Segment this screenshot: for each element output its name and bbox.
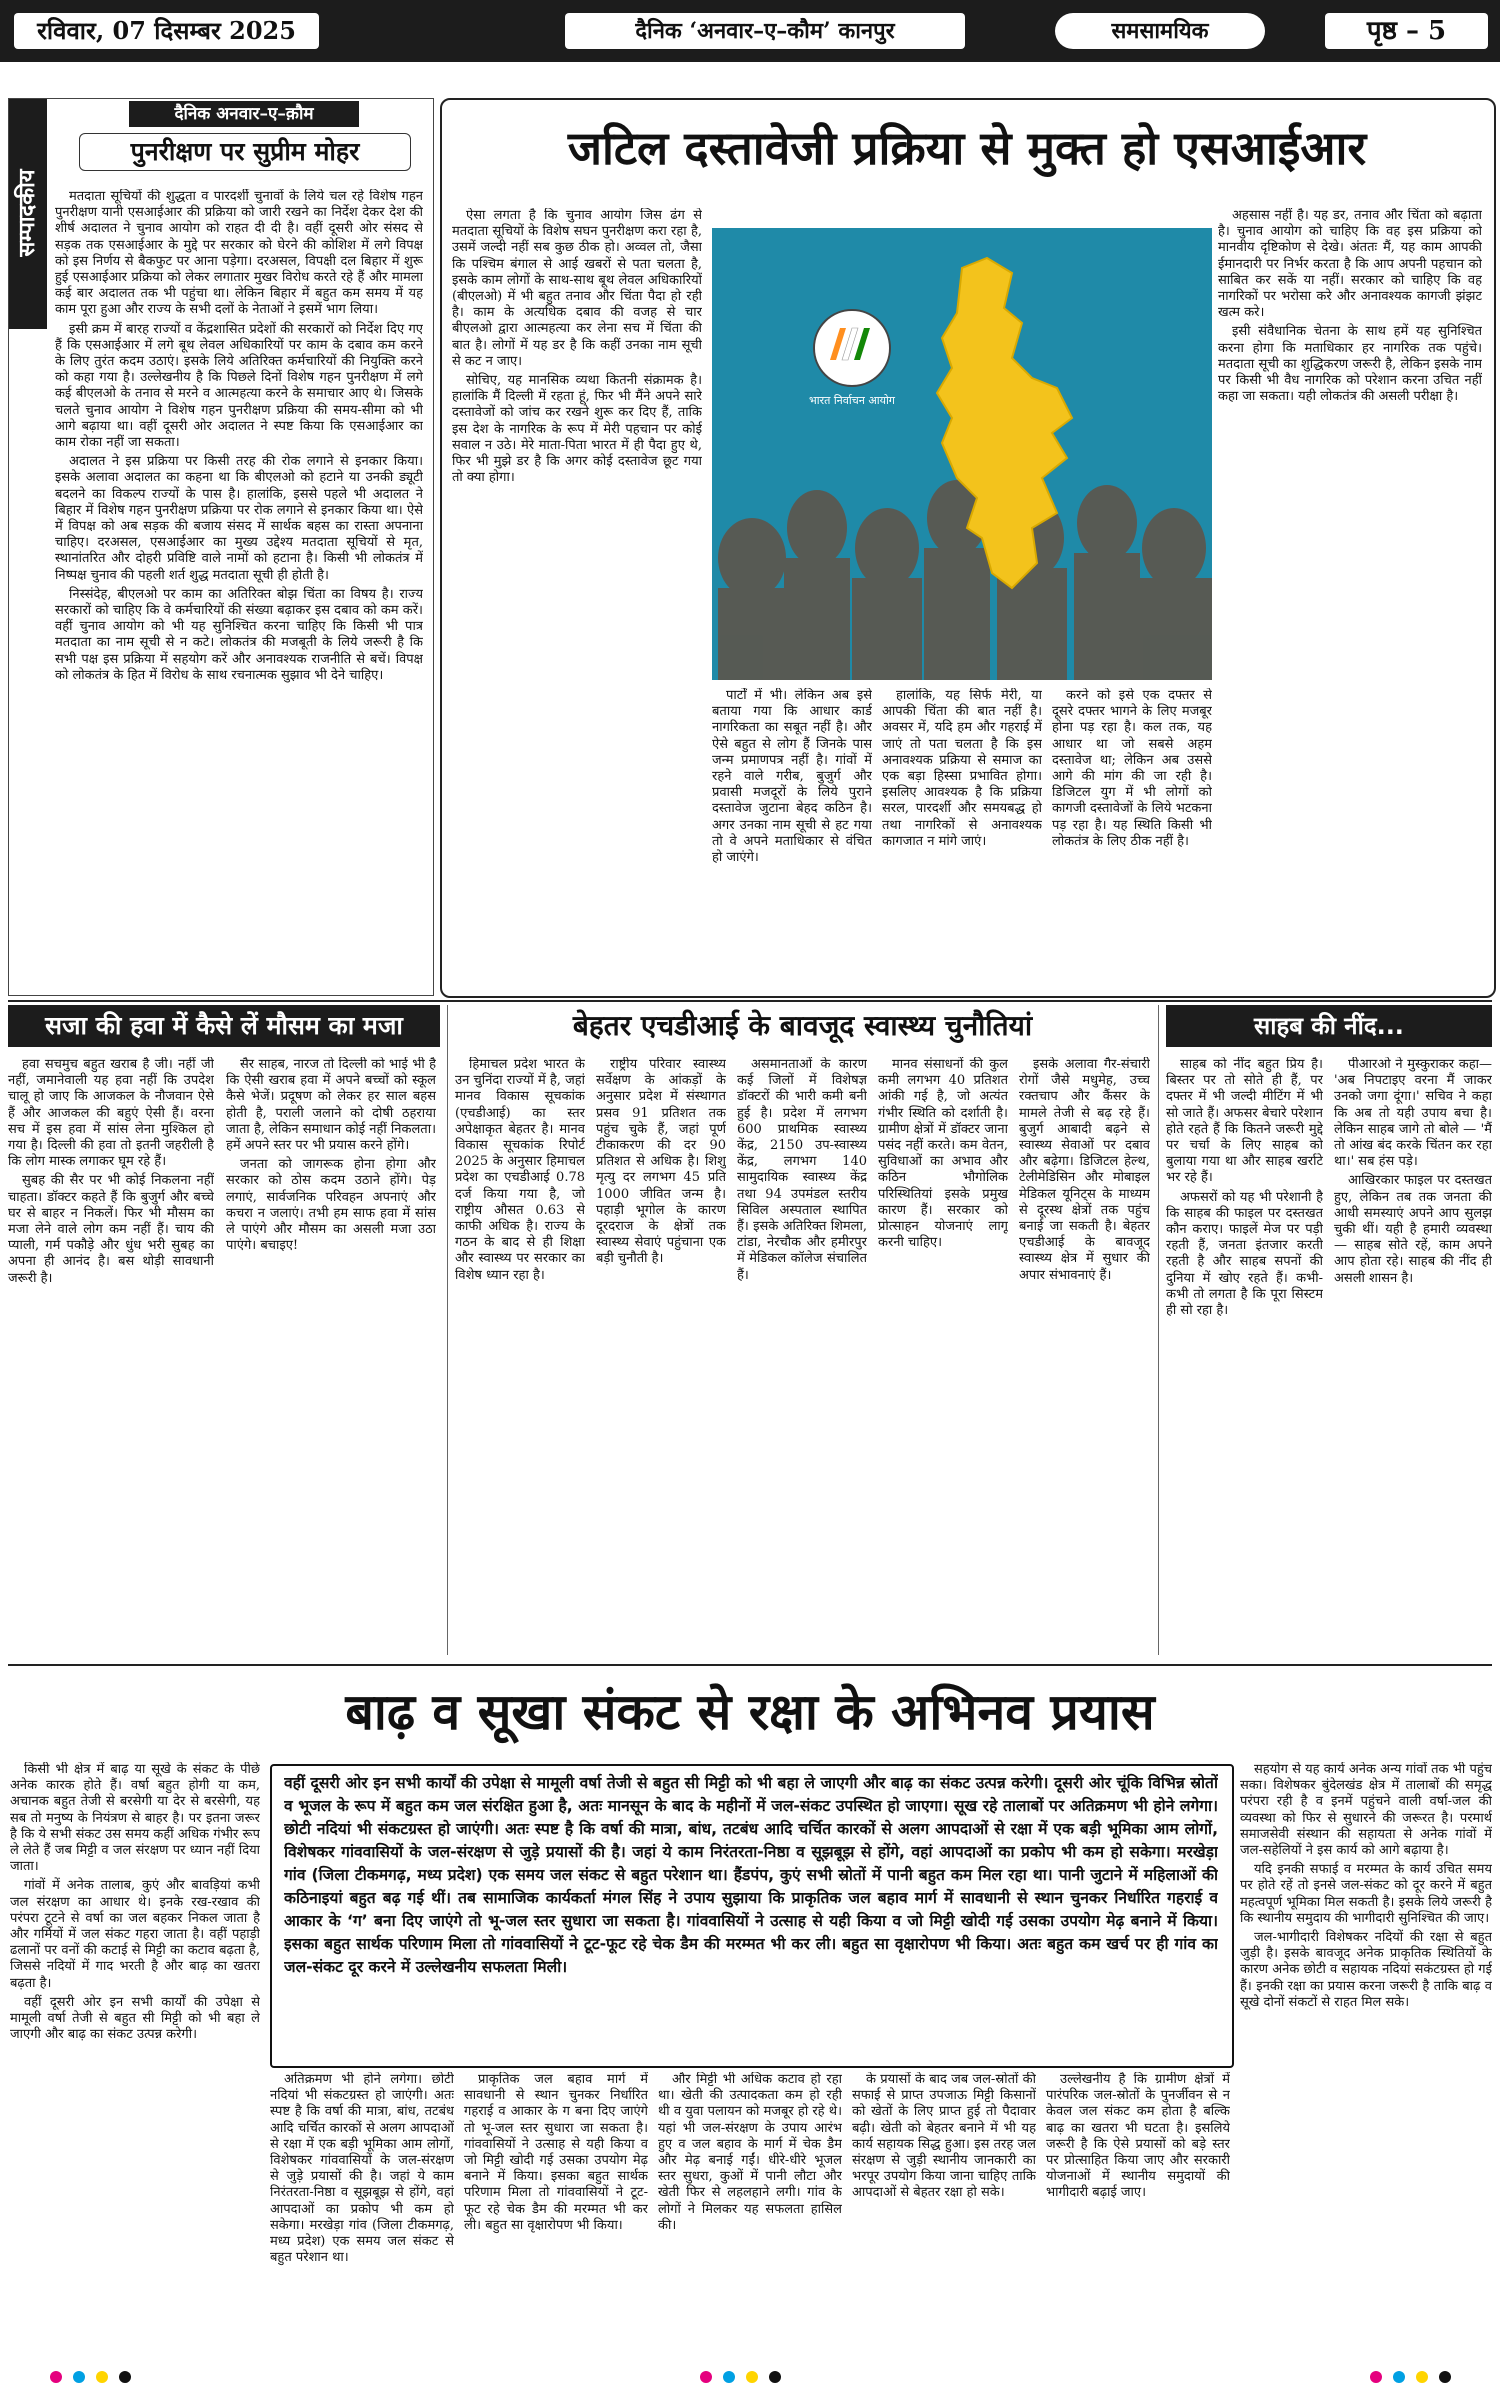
flood-bottom-col-5 <box>1046 2072 1230 2360</box>
editorial-body <box>55 189 423 989</box>
sahab-title: साहब की नींद... <box>1166 1005 1492 1047</box>
editorial-section <box>8 98 434 996</box>
paragraph: अहसास नहीं है। यह डर, तनाव और चिंता को बढ़ाता है। चुनाव आयोग को चाहिए कि वह इस प्रक्रिया को मानवीय दृष्टिकोण से देखे। अंततः मैं, यह काम आपकी ईमानदारी पर निर्भर करता है कि आप अपनी पहचान को साबित कर सकें या नहीं। सरकार को चाहिए कि वह नागरिकों पर भरोसा करे और अनावश्यक कागजी झंझट खत्म करे। <box>1218 208 1482 321</box>
paragraph: हालांकि, यह सिर्फ मेरी, या आपकी चिंता की बात नहीं है। अवसर में, यदि हम और गहराई में जाएं तो पता चलता है कि इस अनावश्यक प्रक्रिया से समाज का एक बड़ा हिस्सा प्रभावित होगा। इसलिए आवश्यक है कि प्रक्रिया सरल, पारदर्शी और समयबद्ध हो तथा नागरिकों से अनावश्यक कागजात न मांगे जाएं। <box>882 688 1042 849</box>
health-col-5 <box>1019 1057 1150 1657</box>
flood-right-col <box>1240 1762 1492 2360</box>
paragraph: इसी क्रम में बारह राज्यों व केंद्रशासित प्रदेशों की सरकारों को निर्देश दिए गए हैं कि एसआईआर में लगे बूथ लेवल अधिकारियों पर काम के दबाव कम करने के लिए तुरंत कदम उठाएं। इसके लिये अतिरिक्त कर्मचारियों की नियुक्ति करने को कहा गया है। उल्लेखनीय है कि पिछले दिनों विशेष गहन पुनरीक्षण में लगे कई बीएलओ के तनाव से मरने व आत्महत्या करने के समाचार आए थे। जिसके चलते चुनाव आयोग ने विशेष गहन पुनरीक्षण प्रक्रिया की समय-सीमा को भी आगे बढ़ाया था। वहीं दूसरी ओर अदालत ने स्पष्ट किया कि एसआईआर का काम रोका नहीं जा सकता। <box>55 321 423 451</box>
paragraph: गांवों में अनेक तालाब, कुएं और बावड़ियां कभी जल संरक्षण का आधार थे। इनके रख-रखाव की परंपरा टूटने से वर्षा का जल बहकर निकल जाता है और गर्मियों में जल संकट गहरा जाता है। वहीं पहाड़ी ढलानों पर वनों की कटाई से मिट्टी का कटाव बढ़ता है, जिससे नदियों में गाद भरती है और बाढ़ का खतरा बढ़ता है। <box>10 1878 260 1991</box>
paper-name: दैनिक ‘अनवार–ए–कौम’ कानपुर <box>565 13 965 49</box>
lead-article <box>440 98 1496 998</box>
flood-bottom-col-4 <box>852 2072 1036 2360</box>
eci-logo <box>814 310 890 386</box>
paragraph: जनता को जागरूक होना होगा और सरकार को ठोस कदम उठाने होंगे। पेड़ लगाएं, सार्वजनिक परिवहन अपनाएं और कचरा न जलाएं। तभी हम साफ हवा में सांस ले पाएंगे और मौसम का असली मजा उठा पाएंगे। बचाइए! <box>226 1157 436 1254</box>
flood-bottom-col-3 <box>658 2072 842 2360</box>
registration-dot <box>769 2371 781 2383</box>
editorial-kicker: दैनिक अनवार–ए–क़ौम <box>129 101 359 127</box>
registration-dot <box>96 2371 108 2383</box>
paragraph: हवा सचमुच बहुत खराब है जी। नहीं जी नहीं, जमानेवाली यह हवा नहीं कि उपदेश चालू हो जाए कि आजकल के नौजवान ऐसे हैं और आजकल की बहुएं ऐसी हैं। वरना सच में इस हवा में सांस लेना मुश्किल हो गया है। दिल्ली की हवा तो इतनी जहरीली है कि लोग मास्क लगाकर घूम रहे हैं। <box>8 1057 214 1170</box>
lead-col-3 <box>712 688 872 988</box>
registration-dot <box>723 2371 735 2383</box>
election-map-image <box>712 228 1212 680</box>
registration-dot <box>1439 2371 1451 2383</box>
health-title: बेहतर एचडीआई के बावजूद स्वास्थ्य चुनौतियां <box>572 1009 1033 1042</box>
registration-dot <box>1416 2371 1428 2383</box>
paragraph: यदि इनकी सफाई व मरम्मत के कार्य उचित समय पर होते रहें तो इनसे जल-संकट को दूर करने में बहुत महत्वपूर्ण भूमिका मिल सकती है। इसके लिये जरूरी है कि स्थानीय समुदाय की भागीदारी सुनिश्चित की जाए। <box>1240 1862 1492 1926</box>
paragraph: पीआरओ ने मुस्कुराकर कहा— 'अब निपटाइए वरना मैं जाकर उनको जगा दूंगा।' सचिव ने कहा कि अब तो यही उपाय बचा है। लेकिन साहब जागे तो बोले — 'मैं तो आंख बंद करके चिंतन कर रहा था।' सब हंस पड़े। <box>1334 1057 1492 1170</box>
sahab-col-2 <box>1334 1057 1492 1657</box>
paragraph: इसके अलावा गैर-संचारी रोगों जैसे मधुमेह, उच्च रक्तचाप और कैंसर के मामले तेजी से बढ़ रहे हैं। बुजुर्ग आबादी बढ़ने से स्वास्थ्य सेवाओं पर दबाव और बढ़ेगा। डिजिटल हेल्थ, टेलीमेडिसिन और मोबाइल मेडिकल यूनिट्स के माध्यम से दूरस्थ क्षेत्रों तक पहुंच बनाई जा सकती है। बेहतर एचडीआई के बावजूद स्वास्थ्य क्षेत्र में सुधार की अपार संभावनाएं हैं। <box>1019 1057 1150 1283</box>
divider <box>447 1005 448 1655</box>
paragraph: ऐसा लगता है कि चुनाव आयोग जिस ढंग से मतदाता सूचियों के विशेष सघन पुनरीक्षण करा रहा है, उसमें जल्दी नहीं सब कुछ ठीक हो। अव्वल तो, जैसा कि पश्चिम बंगाल से आई खबरों से पता चलता है, इसके काम लोगों के साथ-साथ बूथ लेवल अधिकारियों (बीएलओ) में भी बहुत तनाव और चिंता पैदा हो रही है। काम के अत्यधिक दबाव की वजह से चार बीएलओ द्वारा आत्महत्या कर लेना सच में चिंता की बात है। लोगों में यह डर है कि कहीं उनका नाम सूची से कट न जाए। <box>452 208 702 369</box>
paragraph: के प्रयासों के बाद जब जल-स्रोतों की सफाई से प्राप्त उपजाऊ मिट्टी किसानों को खेतों के लिए प्राप्त हुई तो पैदावार बढ़ी। खेती को बेहतर बनाने में भी यह कार्य सहायक सिद्ध हुआ। इस तरह जल संरक्षण से जुड़ी स्थानीय जानकारी का भरपूर उपयोग किया जाना चाहिए ताकि आपदाओं से बेहतर रक्षा हो सके। <box>852 2072 1036 2201</box>
health-col-3 <box>737 1057 867 1657</box>
paragraph: सैर साहब, नारज तो दिल्ली को भाई भी है कि ऐसी खराब हवा में अपने बच्चों को स्कूल कैसे भेजें। प्रदूषण को लेकर हर साल बहस होती है, पराली जलाने को दोषी ठहराया जाता है, लेकिन समाधान कोई नहीं निकलता। हमें अपने स्तर पर भी प्रयास करने होंगे। <box>226 1057 436 1154</box>
paragraph: मतदाता सूचियों की शुद्धता व पारदर्शी चुनावों के लिये चल रहे विशेष गहन पुनरीक्षण यानी एसआईआर की प्रक्रिया को जारी रखने का निर्देश देकर देश की शीर्ष अदालत ने चुनाव आयोग को राहत दी दी है। वहीं दूसरी ओर संसद से सड़क तक एसआईआर के मुद्दे पर सरकार को घेरने की कोशिश में लगे विपक्ष को इस निर्णय से बैकफुट पर आना पड़ेगा। दरअसल, विपक्षी दल बिहार में शुरू हुई एसआईआर प्रक्रिया को लेकर लगातार मुखर विरोध करते रहे हैं और मामला कई बार अदालत तक भी पहुंचा था। लेकिन बिहार में बहुत कम समय में यह काम पूरा हुआ और राज्य के सभी दलों के नेताओं ने इसमें भाग लिया। <box>55 189 423 318</box>
paragraph: अफसरों को यह भी परेशानी है कि साहब की फाइल पर दस्तखत कौन कराए। फाइलें मेज पर पड़ी रहती हैं, जनता इंतजार करती रहती है और साहब सपनों की दुनिया में खोए रहते हैं। कभी-कभी तो लगता है कि पूरा सिस्टम ही सो रहा है। <box>1166 1189 1323 1319</box>
section-label: समसामयिक <box>1055 13 1265 49</box>
editorial-title: पुनरीक्षण पर सुप्रीम मोहर <box>79 133 411 171</box>
paragraph: पार्टों में भी। लेकिन अब इसे बताया गया कि आधार कार्ड नागरिकता का सबूत नहीं है। और ऐसे बहुत से लोग हैं जिनके पास जन्म प्रमाणपत्र नहीं है। गांवों में रहने वाले गरीब, बुजुर्ग और प्रवासी मजदूरों के लिये पुराने दस्तावेज जुटाना बेहद कठिन है। अगर उनका नाम सूची से हट गया तो वे अपने मताधिकार से वंचित हो जाएंगे। <box>712 688 872 866</box>
vertical-label-text: सम्पादकीय <box>15 169 40 257</box>
paragraph: राष्ट्रीय परिवार स्वास्थ्य सर्वेक्षण के आंकड़ों के अनुसार प्रदेश में संस्थागत प्रसव 91 प्रतिशत तक पहुंच चुके हैं, जहां पूर्ण टीकाकरण की दर 90 प्रतिशत से अधिक है। शिशु मृत्यु दर लगभग 45 प्रति 1000 जीवित जन्म है। पहाड़ी भूगोल के कारण दूरदराज के क्षेत्रों तक स्वास्थ्य सेवाएं पहुंचाना एक बड़ी चुनौती है। <box>596 1057 726 1267</box>
paragraph: करने को इसे एक दफ्तर से दूसरे दफ्तर भागने के लिए मजबूर होना पड़ रहा है। कल तक, यह आधार था जो सबसे अहम दस्तावेज था; लेकिन अब उससे आगे की मांग की जा रही है। डिजिटल युग में भी लोगों को कागजी दस्तावेजों के लिये भटकना पड़ रहा है। यह स्थिति किसी भी लोकतंत्र के लिए ठीक नहीं है। <box>1052 688 1212 849</box>
paragraph: इसी संवैधानिक चेतना के साथ हमें यह सुनिश्चित करना होगा कि मताधिकार हर नागरिक तक पहुंचे। मतदाता सूची का शुद्धिकरण जरूरी है, लेकिन इसके नाम पर किसी भी वैध नागरिक को परेशान करना उचित नहीं कहा जा सकता। यही लोकतंत्र की असली परीक्षा है। <box>1218 324 1482 405</box>
registration-dot <box>746 2371 758 2383</box>
masthead <box>0 0 1500 62</box>
paragraph: वहीं दूसरी ओर इन सभी कार्यों की उपेक्षा से मामूली वर्षा तेजी से बहुत सी मिट्टी को भी बहा ले जाएगी और बाढ़ का संकट उत्पन्न करेगी। <box>10 1994 260 2043</box>
paragraph: साहब को नींद बहुत प्रिय है। बिस्तर पर तो सोते ही हैं, पर दफ्तर में भी जल्दी मीटिंग में भी सो जाते हैं। अफसर बेचारे परेशान होते रहते हैं कि कितने जरूरी मुद्दे पर चर्चा के लिए साहब को बुलाया गया था और साहब खर्राटे भर रहे हैं। <box>1166 1057 1323 1186</box>
paragraph: और मिट्टी भी अधिक कटाव हो रहा था। खेती की उत्पादकता कम हो रही थी व युवा पलायन को मजबूर हो रहे थे। यहां भी जल-संरक्षण के उपाय आरंभ हुए व जल बहाव के मार्ग में चेक डैम और मेढ़ बनाई गईं। धीरे-धीरे भूजल स्तर सुधरा, कुओं में पानी लौटा और खेती फिर से लहलहाने लगी। गांव के लोगों ने मिलकर यह सफलता हासिल की। <box>658 2072 842 2233</box>
weather-col-2 <box>226 1057 436 1657</box>
weather-article <box>8 1005 440 1660</box>
flood-bottom-col-1 <box>270 2072 454 2360</box>
flood-left-col <box>10 1762 260 2360</box>
health-article <box>455 1005 1150 1660</box>
paragraph: मानव संसाधनों की कुल कमी लगभग 40 प्रतिशत आंकी गई है, जो अत्यंत गंभीर स्थिति को दर्शाती है। ग्रामीण क्षेत्रों में डॉक्टर जाना पसंद नहीं करते। कम वेतन, सुविधाओं का अभाव और कठिन भौगोलिक परिस्थितियां इसके प्रमुख कारण हैं। सरकार को प्रोत्साहन योजनाएं लागू करनी चाहिए। <box>878 1057 1008 1251</box>
lead-headline: जटिल दस्तावेजी प्रक्रिया से मुक्त हो एसआईआर <box>567 121 1367 175</box>
registration-dot <box>50 2371 62 2383</box>
registration-dot <box>119 2371 131 2383</box>
registration-dot <box>700 2371 712 2383</box>
health-col-2 <box>596 1057 726 1657</box>
paragraph: सोचिए, यह मानसिक व्यथा कितनी संक्रामक है। हालांकि मैं दिल्ली में रहता हूं, फिर भी मैंने अपने सारे दस्तावेजों को जांच कर रखने शुरू कर दिए हैं, ताकि इस देश के नागरिक के रूप में मेरी पहचान पर कोई सवाल न उठे। मेरे माता-पिता भारत में ही पैदा हुए थे, फिर भी मुझे डर है कि अगर कोई दस्तावेज छूट गया तो क्या होगा। <box>452 373 702 486</box>
lead-col-1 <box>452 208 702 988</box>
flood-headline: बाढ़ व सूखा संकट से रक्षा के अभिनव प्रयास <box>345 1683 1155 1741</box>
paragraph: आखिरकार फाइल पर दस्तखत हुए, लेकिन तब तक जनता की आधी समस्याएं अपने आप सुलझ चुकी थीं। यही है हमारी व्यवस्था — साहब सोते रहें, काम अपने आप होता रहे। साहब की नींद ही असली शासन है। <box>1334 1173 1492 1286</box>
map-caption: भारत निर्वाचन आयोग <box>808 394 896 407</box>
paragraph: निस्संदेह, बीएलओ पर काम का अतिरिक्त बोझ चिंता का विषय है। राज्य सरकारों को चाहिए कि वे कर्मचारियों की संख्या बढ़ाकर इस दबाव को कम करें। वहीं चुनाव आयोग को भी यह सुनिश्चित करना चाहिए कि किसी भी पात्र मतदाता का नाम सूची से न कटे। लोकतंत्र की मजबूती के लिये जरूरी है कि सभी पक्ष इस प्रक्रिया में सहयोग करें और अनावश्यक राजनीति से बचें। विपक्ष को लोकतंत्र के हित में विरोध के साथ रचनात्मक सुझाव भी देने चाहिए। <box>55 586 423 683</box>
paragraph: जल-भागीदारी विशेषकर नदियों की रक्षा से बहुत जुड़ी है। इसके बावजूद अनेक प्राकृतिक स्थितियों के कारण अनेक छोटी व सहायक नदियां सकंटग्रस्त हो गई हैं। इनकी रक्षा का प्रयास करना जरूरी है ताकि बाढ़ व सूखे दोनों संकटों से राहत मिल सके। <box>1240 1930 1492 2010</box>
divider <box>1158 1005 1159 1655</box>
page-number: पृष्ठ – 5 <box>1325 13 1488 49</box>
lead-col-5 <box>1052 688 1212 988</box>
flood-bottom-col-2 <box>464 2072 648 2360</box>
sahab-col-1 <box>1166 1057 1323 1657</box>
paragraph: उल्लेखनीय है कि ग्रामीण क्षेत्रों में पारंपरिक जल-स्रोतों के पुनर्जीवन से न केवल जल संकट कम होता है बल्कि बाढ़ का खतरा भी घटता है। इसलिये जरूरी है कि ऐसे प्रयासों को बड़े स्तर पर प्रोत्साहित किया जाए और सरकारी योजनाओं में स्थानीय समुदायों की भागीदारी बढ़ाई जाए। <box>1046 2072 1230 2201</box>
flood-highlight-text: वहीं दूसरी ओर इन सभी कार्यों की उपेक्षा से मामूली वर्षा तेजी से बहुत सी मिट्टी को भी बहा ले जाएगी और बाढ़ का संकट उत्पन्न करेगी। दूसरी ओर चूंकि विभिन्न स्रोतों व भूजल के रूप में बहुत कम जल संरक्षित हुआ है, अतः मानसून के बाद के महीनों में जल-संकट उपस्थित हो जाएगा। सूख रहे तालाबों पर अतिक्रमण भी होने लगेगा। छोटी नदियां भी संकटग्रस्त हो जाएंगी। अतः स्पष्ट है कि वर्षा की मात्रा, बांध, तटबंध आदि चर्चित कारकों से अलग आपदाओं से रक्षा में एक बड़ी भूमिका आम लोगों, विशेषकर गांववासियों के जल-संरक्षण से जुड़े प्रयासों की है। जहां ये काम निरंतरता-निष्ठा व सूझबूझ से होंगे, वहां आपदाओं का प्रकोप भी कम हो सकेगा। मरखेड़ा गांव (जिला टीकमगढ़, मध्य प्रदेश) एक समय जल संकट से बहुत परेशान था। हैंडपंप, कुएं सभी स्रोतों में पानी बहुत कम मिल रहा था। पानी जुटाने में महिलाओं की कठिनाइयां बहुत बढ़ गई थीं। तब सामाजिक कार्यकर्ता मंगल सिंह ने उपाय सुझाया कि प्राकृतिक जल बहाव मार्ग में सावधानी से स्थान चुनकर निर्धारित गहराई व आकार के ‘ग’ बना दिए जाएंगे तो भू-जल स्तर सुधारा जा सकता है। गांववासियों ने उत्साह से यही किया व जो मिट्टी खोदी गई उसका उपयोग मेढ़ बनाने में किया। इसका बहुत सार्थक परिणाम मिला तो गांववासियों ने टूट-फूट रहे चेक डैम की मरम्मत भी कर ली। बहुत सा वृक्षारोपण भी किया। अतः बहुत कम खर्च पर ही गांव का जल-संकट दूर करने में उल्लेखनीय सफलता मिली। <box>284 1774 1218 1976</box>
paragraph: सुबह की सैर पर भी कोई निकलना नहीं चाहता। डॉक्टर कहते हैं कि बुजुर्ग और बच्चे घर से बाहर न निकलें। फिर भी मौसम का मजा लेने वाले लोग कम नहीं हैं। चाय की प्याली, गर्म पकौड़े और धुंध भरी सुबह का अपना ही आनंद है। बस थोड़ी सावधानी जरूरी है। <box>8 1173 214 1286</box>
paragraph: अदालत ने इस प्रक्रिया पर किसी तरह की रोक लगाने से इनकार किया। इसके अलावा अदालत का कहना था कि बीएलओ को हटाने या उनकी ड्यूटी बदलने का विकल्प राज्यों के पास है। हालांकि, इससे पहले भी अदालत ने बिहार में विशेष गहन पुनरीक्षण प्रक्रिया पर रोक लगाने से इनकार किया था। ऐसे में विपक्ष को अब सड़क की बजाय संसद में सार्थक बहस का रास्ता अपनाना चाहिए। दरअसल, एसआईआर का मुख्य उद्देश्य मतदाता सूचियों से मृत, स्थानांतरित और दोहरी प्रविष्टि वाले नामों को हटाना है। किसी भी लोकतंत्र में निष्पक्ष चुनाव की पहली शर्त शुद्ध मतदाता सूची ही होती है। <box>55 454 423 583</box>
map-illustration <box>712 228 1212 680</box>
registration-dot <box>73 2371 85 2383</box>
divider <box>8 1664 1492 1666</box>
editorial-vertical-label <box>9 99 47 329</box>
paragraph: अतिक्रमण भी होने लगेगा। छोटी नदियां भी संकटग्रस्त हो जाएंगी। अतः स्पष्ट है कि वर्षा की मात्रा, बांध, तटबंध आदि चर्चित कारकों से अलग आपदाओं से रक्षा में एक बड़ी भूमिका आम लोगों, विशेषकर गांववासियों के जल-संरक्षण से जुड़े प्रयासों की है। जहां ये काम निरंतरता-निष्ठा व सूझबूझ से होंगे, वहां आपदाओं का प्रकोप भी कम हो सकेगा। मरखेड़ा गांव (जिला टीकमगढ़, मध्य प्रदेश) एक समय जल संकट से बहुत परेशान था। <box>270 2072 454 2266</box>
lead-col-4 <box>882 688 1042 988</box>
registration-dot <box>1393 2371 1405 2383</box>
paragraph: हिमाचल प्रदेश भारत के उन चुनिंदा राज्यों में है, जहां मानव विकास सूचकांक (एचडीआई) का स्तर अपेक्षाकृत बेहतर है। मानव विकास सूचकांक रिपोर्ट 2025 के अनुसार हिमाचल प्रदेश का एचडीआई 0.78 दर्ज किया गया है, जो राष्ट्रीय औसत 0.63 से काफी अधिक है। राज्य के गठन के बाद से ही शिक्षा और स्वास्थ्य पर सरकार का विशेष ध्यान रहा है। <box>455 1057 585 1283</box>
footer-color-marks-left <box>50 2368 170 2382</box>
health-col-1 <box>455 1057 585 1657</box>
divider <box>8 1000 1492 1002</box>
paragraph: प्राकृतिक जल बहाव मार्ग में सावधानी से स्थान चुनकर निर्धारित गहराई व आकार के ग बना दिए जाएंगे तो भू-जल स्तर सुधारा जा सकता है। गांववासियों ने उत्साह से यही किया व जो मिट्टी खोदी गई उसका उपयोग मेढ़ बनाने में किया। इसका बहुत सार्थक परिणाम मिला तो गांववासियों ने टूट-फूट रहे चेक डैम की मरम्मत भी कर ली। बहुत सा वृक्षारोपण भी किया। <box>464 2072 648 2233</box>
weather-title: सजा की हवा में कैसे लें मौसम का मजा <box>8 1005 440 1047</box>
flood-highlight-box <box>270 1764 1234 2068</box>
footer-color-marks-right <box>1370 2368 1490 2382</box>
footer-color-marks-center <box>700 2368 820 2382</box>
registration-dot <box>1370 2371 1382 2383</box>
paragraph: सहयोग से यह कार्य अनेक अन्य गांवों तक भी पहुंच सका। विशेषकर बुंदेलखंड क्षेत्र में तालाबों की समृद्ध परंपरा रही है व इनमें पहुंचने वाली वर्षा-जल की व्यवस्था को फिर से सुधारने की जरूरत है। परमार्थ समाजसेवी संस्थान की सहायता से अनेक गांवों में जल-सहेलियों ने इस कार्य को आगे बढ़ाया है। <box>1240 1762 1492 1859</box>
lead-col-2 <box>1218 208 1482 988</box>
paragraph: किसी भी क्षेत्र में बाढ़ या सूखे के संकट के पीछे अनेक कारक होते हैं। वर्षा बहुत होगी या कम, अचानक बहुत तेजी से बरसेगी या देर से बरसेगी, यह सब तो मनुष्य के नियंत्रण से बाहर है। पर इतना जरूर है कि ये सभी संकट उस समय कहीं अधिक गंभीर रूप ले लेते हैं जब मिट्टी व जल संरक्षण पर ध्यान नहीं दिया जाता। <box>10 1762 260 1875</box>
health-col-4 <box>878 1057 1008 1657</box>
date-label: रविवार, 07 दिसम्बर 2025 <box>14 13 319 49</box>
paragraph: असमानताओं के कारण कई जिलों में विशेषज्ञ डॉक्टरों की भारी कमी बनी हुई है। प्रदेश में लगभग 600 प्राथमिक स्वास्थ्य केंद्र, 2150 उप-स्वास्थ्य केंद्र, लगभग 140 सामुदायिक स्वास्थ्य केंद्र तथा 94 उपमंडल स्तरीय सिविल अस्पताल स्थापित हैं। इसके अतिरिक्त शिमला, टांडा, नेरचौक और हमीरपुर में मेडिकल कॉलेज संचालित हैं। <box>737 1057 867 1283</box>
sahab-article <box>1166 1005 1492 1660</box>
weather-col-1 <box>8 1057 214 1657</box>
